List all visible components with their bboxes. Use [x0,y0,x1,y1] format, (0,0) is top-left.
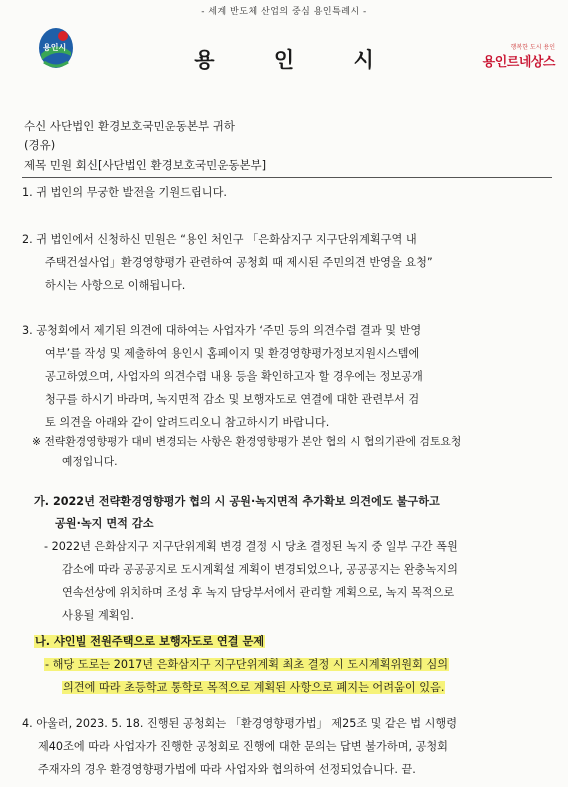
section-ga-title-line-2: 공원·녹지 면적 감소 [55,517,154,530]
yongin-renaissance-logo [481,42,555,70]
section-ga-title-line-1: 가. 2022년 전략환경영향평가 협의 시 공원·녹지면적 추가확보 의견에도 불구하고 [34,495,440,508]
note-line-2: 예정입니다. [62,455,118,468]
header-divider [22,177,552,178]
paragraph-3-line-5: 토 의견을 아래와 같이 알려드리오니 참고하시기 바랍니다. [45,416,330,429]
logo-text: 용인시 [43,43,67,52]
paragraph-4-line-2: 제40조에 따라 사업자가 진행한 공청회로 진행에 대한 문의는 답변 불가하며, 공청회 [38,740,448,753]
header-slogan: - 세계 반도체 산업의 중심 용인특례시 - [201,7,367,17]
section-na-body-text-2: 의견에 따라 초등학교 통학로 목적으로 계획된 사항으로 폐지는 어려움이 있음. [63,681,445,694]
section-ga-body-line-1: - 2022년 은화삼지구 지구단위계획 변경 결정 시 당초 결정된 녹지 중 일부 구간 폭원 [44,540,458,553]
paragraph-4-line-1: 4. 아울러, 2023. 5. 18. 진행된 공청회는 「환경영향평가법」 제25조 및 같은 법 시행령 [22,717,457,730]
paragraph-3-line-1: 3. 공청회에서 제기된 의견에 대하여는 사업자가 ‘주민 등의 의견수렴 결과 및 반영 [22,324,422,337]
paragraph-2-line-2: 주택건설사업」환경영향평가 관련하여 공청회 때 제시된 주민의견 반영을 요청” [45,256,433,269]
subject-line: 제목 민원 회신[사단법인 환경보호국민운동본부] [24,158,267,172]
section-na-body-line-1 [44,653,449,676]
city-title: 용 인 시 [194,48,400,72]
section-na-body-text-1: - 해당 도로는 2017년 은화삼지구 지구단위계획 최초 결정 시 도시계획위원회 심의 [45,658,449,671]
note-line-1: ※ 전략환경영향평가 대비 변경되는 사항은 환경영향평가 본안 협의 시 협의기관에 검토요청 [32,435,462,448]
paragraph-3-line-2: 여부’를 작성 및 제출하여 용인시 홈페이지 및 환경영향평가정보지원시스템에 [45,347,420,360]
logo-right-subtitle: 행복한 도시 용인 [510,44,555,51]
recipient-line: 수신 사단법인 환경보호국민운동본부 귀하 [24,119,235,133]
paragraph-4-line-3: 주재자의 경우 환경영향평가법에 따라 사업자와 협의하여 선정되었습니다. 끝. [38,763,416,776]
via-line: (경유) [24,138,56,152]
section-ga-body-line-4: 사용될 계획임. [62,609,134,622]
logo-right-title: 용인르네상스 [482,55,555,70]
section-ga-body-line-3: 연속선상에 위치하며 조성 후 녹지 담당부서에서 관리할 계획으로, 녹지 목적으로 [62,586,455,599]
section-na-body-line-2 [62,676,445,699]
section-na-title [34,630,265,653]
section-na-title-text: 나. 샤인빌 전원주택으로 보행자도로 연결 문제 [35,635,265,648]
paragraph-3-line-3: 공고하였으며, 사업자의 의견수렴 내용 등을 확인하고자 할 경우에는 정보공개 [45,370,423,383]
paragraph-2-line-1: 2. 귀 법인에서 신청하신 민원은 “용인 처인구 「은화삼지구 지구단위계획구역 내 [22,233,417,246]
paragraph-3-line-4: 청구를 하시기 바라며, 녹지면적 감소 및 보행자도로 연결에 대한 관련부서 검 [45,393,420,406]
section-ga-body-line-2: 감소에 따라 공공공지로 도시계획설 계획이 변경되었으나, 공공공지는 완충녹지의 [62,563,458,576]
paragraph-2-line-3: 하시는 사항으로 이해됩니다. [45,279,186,292]
paragraph-1: 1. 귀 법인의 무궁한 발전을 기원드립니다. [22,186,227,199]
